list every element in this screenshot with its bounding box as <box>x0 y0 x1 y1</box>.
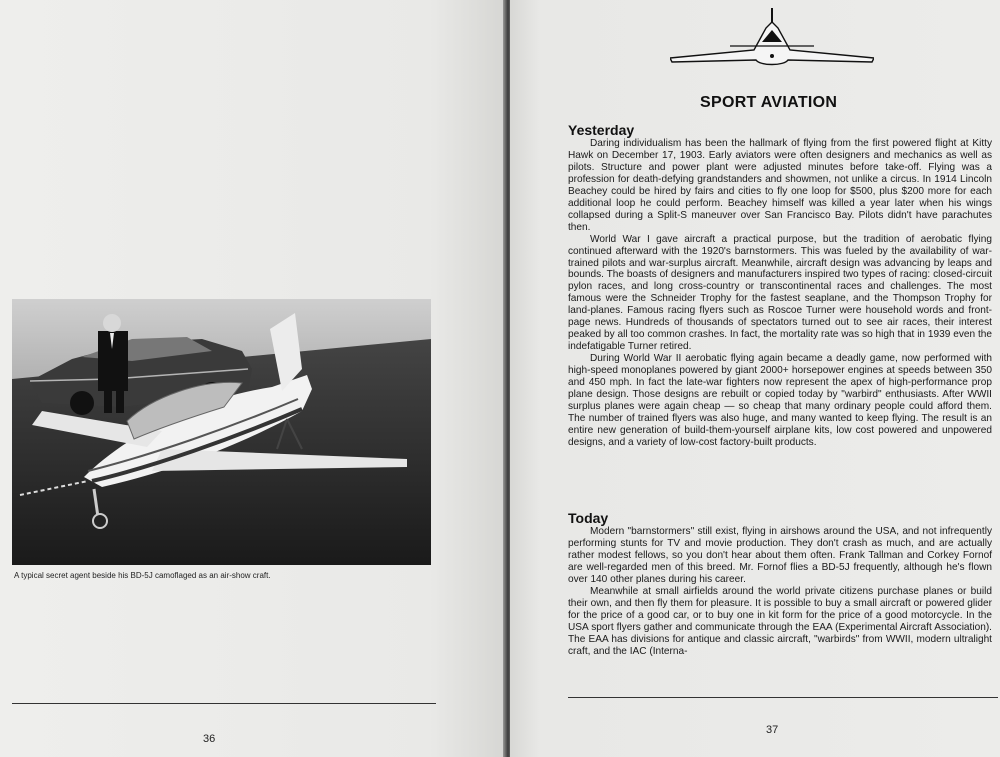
paragraph: During World War II aerobatic flying again became a deadly game, now performed with high-speed monoplanes powered by giant 2000+ horsepower engines at speeds between 350 and 450 mph. In fact the late-war fighters now represent the apex of high-performance prop plane design. Those designs are rebuilt or copied today by "warbird" enthusiasts. After WWII surplus planes were again cheap — so cheap that many ordinary people could afford them. The number of trained flyers was also huge, and many wanted to keep flying. The result is an entire new generation of build-them-yourself airplane kits, low cost powered and unpowered designs, and a variety of low-cost factory-built products. <box>568 353 992 448</box>
right-page <box>510 0 1000 757</box>
section-body-yesterday <box>568 138 992 449</box>
section-heading-today: Today <box>568 510 609 526</box>
section-body-today <box>568 526 992 657</box>
page-number: 36 <box>203 733 216 745</box>
footer-rule <box>12 703 436 704</box>
airplane-top-view-icon <box>670 6 874 68</box>
page-title: SPORT AVIATION <box>700 94 838 111</box>
footer-rule <box>568 697 998 698</box>
section-heading-yesterday: Yesterday <box>568 122 635 138</box>
paragraph: Meanwhile at small airfields around the world private citizens purchase planes or build their own, and then fly them for pleasure. It is possible to buy a small aircraft or powered glider for the price of a good car, or to buy one in kit form for the price of a good motorcycle. In the USA sport flyers gather and communicate through the EAA (Experimental Aircraft Association). The EAA has divisions for antique and classic aircraft, "warbirds" from WWII, modern ultralight craft, and the IAC (Interna- <box>568 585 992 657</box>
paragraph: Modern "barnstormers" still exist, flying in airshows around the USA, and not infrequently performing stunts for TV and movie production. They don't crash as much, and are actually rather modest fellows, so you don't hear about them often. Frank Tallman and Corkey Fornof are well-regarded men of this breed. Mr. Fornof flies a BD-5J frequently, although he's flown over 140 other planes during his career. <box>568 526 992 585</box>
photo-caption: A typical secret agent beside his BD-5J camoflaged as an air-show craft. <box>14 571 271 580</box>
photo-man-car-jet-icon <box>12 299 431 565</box>
page-number: 37 <box>766 724 779 736</box>
paragraph: World War I gave aircraft a practical purpose, but the tradition of aerobatic flying continued afterward with the 1920's barnstormers. This was fueled by the availability of war-trained pilots and war-surplus aircraft. Meanwhile, aircraft design was advancing by leaps and bounds. The boasts of designers and manufacturers inspired two types of racing: closed-circuit pylon races, and long cross-country or transcontinental races and challenges. The most famous were the Schneider Trophy for the fastest seaplane, and the Thompson Trophy for land-planes. Famous racing flyers such as Roscoe Turner were household words and front-page news. Hundreds of thousands of spectators turned out to see air races, their interest peaked by all too common crashes. In fact, the mortality rate was so high that in 1939 even the indefatigable Turner retired. <box>568 233 992 353</box>
paragraph: Daring individualism has been the hallmark of flying from the first powered flight at Kitty Hawk on December 17, 1903. Early aviators were often designers and mechanics as well as pilots. Structure and power plant were adjusted minutes before take-off. Flying was a profession for death-defying grandstanders and showmen, not unlike a circus. In 1914 Lincoln Beachey could be hired by fairs and cities to fly one loop for $500, plus $200 more for each additional loop he could perform. Beachey himself was killed a year later when his wings collapsed during a Split-S maneuver over San Francisco Bay. Pilots didn't have parachutes then. <box>568 138 992 233</box>
